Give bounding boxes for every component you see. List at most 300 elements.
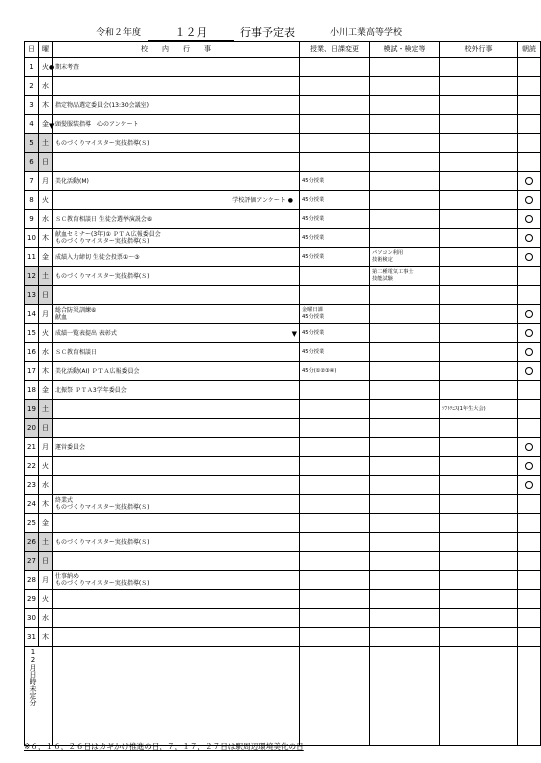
event-cell bbox=[53, 457, 300, 476]
undecided-label-cell bbox=[25, 647, 53, 746]
outside-event-cell bbox=[440, 628, 518, 647]
class-change-cell bbox=[300, 438, 370, 457]
down-arrow-icon: ▼ bbox=[49, 122, 55, 130]
exam-cell bbox=[370, 305, 440, 324]
exam-cell bbox=[370, 153, 440, 172]
table-row bbox=[25, 552, 541, 571]
day-cell bbox=[25, 172, 39, 191]
col-outside-events: 校外行事 bbox=[440, 42, 518, 58]
table-row bbox=[25, 305, 541, 324]
day-cell bbox=[25, 495, 39, 514]
morning-reading-cell bbox=[518, 400, 541, 419]
exam-cell bbox=[370, 438, 440, 457]
outside-event-cell bbox=[440, 172, 518, 191]
day-number: 26 bbox=[27, 537, 36, 546]
event-cell bbox=[53, 533, 300, 552]
outside-event-cell bbox=[440, 153, 518, 172]
col-morning-reading: 朝読 bbox=[518, 42, 541, 58]
day-cell bbox=[25, 191, 39, 210]
event-text: 終業式 bbox=[55, 497, 74, 504]
class-change-cell bbox=[300, 191, 370, 210]
class-change-cell bbox=[300, 571, 370, 590]
outside-event-cell bbox=[440, 362, 518, 381]
event-text: 総合防災訓練⑥ bbox=[55, 307, 97, 314]
day-cell bbox=[25, 362, 39, 381]
dow-cell bbox=[39, 153, 53, 172]
dow-cell bbox=[39, 628, 53, 647]
table-row bbox=[25, 58, 541, 77]
class-change-cell bbox=[300, 248, 370, 267]
exam-cell bbox=[370, 362, 440, 381]
event-cell bbox=[53, 172, 300, 191]
class-change-text: 45分授業 bbox=[302, 253, 325, 260]
outside-event-text: ｿﾌﾄﾃﾆｽ(1年生大会) bbox=[442, 405, 486, 412]
class-change-text: 金曜日課 bbox=[302, 307, 323, 313]
outside-event-cell bbox=[440, 343, 518, 362]
day-number: 25 bbox=[27, 518, 36, 527]
day-cell bbox=[25, 628, 39, 647]
day-of-week: 月 bbox=[42, 575, 49, 584]
table-row bbox=[25, 343, 541, 362]
outside-event-cell bbox=[440, 267, 518, 286]
table-row bbox=[25, 134, 541, 153]
footnote: ※６，１６，２６日はカギかけ推進の日，７，１７，２７日は駅周辺環境美化の日 bbox=[24, 742, 304, 751]
day-of-week: 水 bbox=[42, 480, 49, 489]
dow-cell bbox=[39, 476, 53, 495]
exam-cell bbox=[370, 590, 440, 609]
outside-event-cell bbox=[440, 115, 518, 134]
day-number: 21 bbox=[27, 442, 36, 451]
day-number: 4 bbox=[29, 119, 34, 128]
event-cell bbox=[53, 191, 300, 210]
event-text-2: ものづくりマイスター実技指導(Ｓ) bbox=[55, 238, 150, 245]
class-change-cell bbox=[300, 476, 370, 495]
exam-text-2: 技能試験 bbox=[372, 276, 393, 282]
day-of-week: 日 bbox=[42, 423, 49, 432]
dow-cell bbox=[39, 438, 53, 457]
event-cell bbox=[53, 609, 300, 628]
day-of-week: 日 bbox=[42, 157, 49, 166]
day-cell bbox=[25, 77, 39, 96]
class-change-cell bbox=[300, 590, 370, 609]
undecided-row bbox=[25, 647, 541, 746]
exam-cell bbox=[370, 514, 440, 533]
class-change-cell bbox=[300, 229, 370, 248]
event-text-2: ものづくりマイスター実技指導(Ｓ) bbox=[55, 504, 150, 511]
class-change-text: 45分授業 bbox=[302, 196, 325, 203]
outside-event-cell bbox=[440, 305, 518, 324]
outside-event-cell bbox=[440, 495, 518, 514]
event-cell bbox=[53, 438, 300, 457]
circle-mark-icon bbox=[525, 462, 533, 470]
event-cell bbox=[53, 305, 300, 324]
bullet-icon: ● bbox=[285, 196, 293, 204]
day-of-week: 土 bbox=[42, 404, 49, 413]
circle-mark-icon bbox=[525, 329, 533, 337]
exam-cell bbox=[370, 552, 440, 571]
dow-cell bbox=[39, 552, 53, 571]
day-number: 11 bbox=[27, 252, 36, 261]
undecided-class-change bbox=[300, 647, 370, 746]
event-cell bbox=[53, 495, 300, 514]
event-cell bbox=[53, 362, 300, 381]
dow-cell bbox=[39, 229, 53, 248]
table-row bbox=[25, 153, 541, 172]
outside-event-cell bbox=[440, 514, 518, 533]
table-row bbox=[25, 457, 541, 476]
outside-event-cell bbox=[440, 571, 518, 590]
dow-cell bbox=[39, 419, 53, 438]
event-cell bbox=[53, 248, 300, 267]
day-of-week: 月 bbox=[42, 442, 49, 451]
day-of-week: 月 bbox=[42, 176, 49, 185]
outside-event-cell bbox=[440, 381, 518, 400]
dow-cell bbox=[39, 96, 53, 115]
dow-cell bbox=[39, 514, 53, 533]
event-cell bbox=[53, 267, 300, 286]
day-of-week: 金 bbox=[42, 252, 49, 261]
morning-reading-cell bbox=[518, 457, 541, 476]
day-number: 30 bbox=[27, 613, 36, 622]
class-change-cell bbox=[300, 210, 370, 229]
table-row bbox=[25, 609, 541, 628]
dow-cell bbox=[39, 457, 53, 476]
undecided-morning bbox=[518, 647, 541, 746]
day-of-week: 木 bbox=[42, 366, 49, 375]
day-of-week: 金 bbox=[42, 518, 49, 527]
day-of-week: 土 bbox=[42, 271, 49, 280]
circle-mark-icon bbox=[525, 253, 533, 261]
day-of-week: 土 bbox=[42, 138, 49, 147]
morning-reading-cell bbox=[518, 153, 541, 172]
dow-cell bbox=[39, 77, 53, 96]
event-right-wrap bbox=[55, 197, 297, 204]
event-text-2: ものづくりマイスター実技指導(Ｓ) bbox=[55, 580, 150, 587]
circle-mark-icon bbox=[525, 348, 533, 356]
morning-reading-cell bbox=[518, 77, 541, 96]
morning-reading-cell bbox=[518, 552, 541, 571]
class-change-cell bbox=[300, 305, 370, 324]
day-cell bbox=[25, 609, 39, 628]
event-cell bbox=[49, 58, 300, 77]
day-cell bbox=[25, 400, 39, 419]
dow-cell bbox=[39, 381, 53, 400]
class-change-cell bbox=[300, 343, 370, 362]
outside-event-cell bbox=[440, 96, 518, 115]
event-cell bbox=[53, 400, 300, 419]
dow-cell bbox=[39, 495, 53, 514]
class-change-cell bbox=[300, 419, 370, 438]
class-change-cell bbox=[300, 58, 370, 77]
day-cell bbox=[25, 96, 39, 115]
class-change-cell bbox=[300, 362, 370, 381]
exam-cell bbox=[370, 115, 440, 134]
dow-cell bbox=[39, 248, 53, 267]
table-row bbox=[25, 172, 541, 191]
day-number: 10 bbox=[27, 233, 36, 242]
day-number: 28 bbox=[27, 575, 36, 584]
event-text: ものづくりマイスター実技指導(Ｓ) bbox=[55, 272, 150, 280]
day-cell bbox=[25, 286, 39, 305]
event-cell bbox=[49, 115, 300, 134]
morning-reading-cell bbox=[518, 476, 541, 495]
day-of-week: 日 bbox=[42, 290, 49, 299]
event-cell bbox=[53, 476, 300, 495]
circle-mark-icon bbox=[525, 196, 533, 204]
class-change-cell bbox=[300, 552, 370, 571]
day-cell bbox=[25, 229, 39, 248]
event-text: 成績入力締切 生徒会投票①～③ bbox=[55, 253, 140, 261]
day-of-week: 日 bbox=[42, 556, 49, 565]
class-change-cell bbox=[300, 267, 370, 286]
morning-reading-cell bbox=[518, 362, 541, 381]
day-cell bbox=[25, 324, 39, 343]
morning-reading-cell bbox=[518, 134, 541, 153]
outside-event-cell bbox=[440, 552, 518, 571]
class-change-text: 45分授業 bbox=[302, 177, 325, 184]
outside-event-cell bbox=[440, 286, 518, 305]
morning-reading-cell bbox=[518, 324, 541, 343]
class-change-cell bbox=[300, 77, 370, 96]
day-cell bbox=[25, 514, 39, 533]
dow-cell bbox=[39, 343, 53, 362]
day-number: 1 bbox=[29, 62, 34, 71]
event-text: 美化活動(AI) ＰＴＡ広報委員会 bbox=[55, 367, 140, 375]
day-of-week: 土 bbox=[42, 537, 49, 546]
table-row bbox=[25, 533, 541, 552]
day-cell bbox=[25, 438, 39, 457]
class-change-cell bbox=[300, 96, 370, 115]
day-cell bbox=[25, 134, 39, 153]
event-cell bbox=[53, 552, 300, 571]
day-cell bbox=[25, 115, 39, 134]
exam-text: 第二種電気工事士 bbox=[372, 269, 414, 275]
exam-cell bbox=[370, 210, 440, 229]
event-cell bbox=[53, 590, 300, 609]
event-text: 美化活動(M) bbox=[55, 177, 89, 185]
col-day: 日 bbox=[25, 42, 39, 58]
morning-reading-cell bbox=[518, 58, 541, 77]
day-cell bbox=[25, 419, 39, 438]
month-label: １２月 bbox=[148, 26, 234, 41]
event-cell bbox=[53, 134, 300, 153]
col-exams: 模試・検定等 bbox=[370, 42, 440, 58]
bullet-icon: ● bbox=[49, 64, 55, 71]
undecided-outside bbox=[440, 647, 518, 746]
day-cell bbox=[25, 153, 39, 172]
day-of-week: 木 bbox=[42, 100, 49, 109]
day-number: 13 bbox=[27, 290, 36, 299]
table-row bbox=[25, 267, 541, 286]
event-text: 運営委員会 bbox=[55, 443, 86, 451]
event-text: ものづくりマイスター実技指導(Ｓ) bbox=[55, 139, 150, 147]
morning-reading-cell bbox=[518, 343, 541, 362]
table-row bbox=[25, 77, 541, 96]
day-number: 16 bbox=[27, 347, 36, 356]
day-number: 15 bbox=[27, 328, 36, 337]
class-change-cell bbox=[300, 609, 370, 628]
day-number: 29 bbox=[27, 594, 36, 603]
day-of-week: 水 bbox=[42, 613, 49, 622]
morning-reading-cell bbox=[518, 419, 541, 438]
day-of-week: 火 bbox=[42, 328, 49, 337]
day-number: 18 bbox=[27, 385, 36, 394]
table-row bbox=[25, 324, 541, 343]
day-number: 8 bbox=[29, 195, 34, 204]
outside-event-cell bbox=[440, 476, 518, 495]
day-cell bbox=[25, 590, 39, 609]
event-text: 指定物品選定委員会(13:30会議室) bbox=[55, 101, 149, 109]
morning-reading-cell bbox=[518, 172, 541, 191]
class-change-cell bbox=[300, 286, 370, 305]
fiscal-year: 令和２年度 bbox=[96, 28, 142, 38]
morning-reading-cell bbox=[518, 438, 541, 457]
school-name: 小川工業高等学校 bbox=[330, 28, 403, 38]
event-cell bbox=[53, 153, 300, 172]
outside-event-cell bbox=[440, 400, 518, 419]
exam-cell bbox=[370, 495, 440, 514]
day-number: 19 bbox=[27, 404, 36, 413]
event-cell bbox=[53, 419, 300, 438]
table-row bbox=[25, 210, 541, 229]
morning-reading-cell bbox=[518, 229, 541, 248]
dow-cell bbox=[39, 191, 53, 210]
day-of-week: 木 bbox=[42, 499, 49, 508]
circle-mark-icon bbox=[525, 367, 533, 375]
table-row bbox=[25, 438, 541, 457]
schedule-body bbox=[25, 58, 541, 647]
table-row bbox=[25, 419, 541, 438]
class-change-cell bbox=[300, 628, 370, 647]
dow-cell bbox=[39, 210, 53, 229]
day-cell bbox=[25, 552, 39, 571]
outside-event-cell bbox=[440, 457, 518, 476]
outside-event-cell bbox=[440, 191, 518, 210]
table-row bbox=[25, 286, 541, 305]
class-change-cell bbox=[300, 514, 370, 533]
table-row bbox=[25, 590, 541, 609]
exam-cell bbox=[370, 191, 440, 210]
morning-reading-cell bbox=[518, 210, 541, 229]
day-of-week: 水 bbox=[42, 347, 49, 356]
exam-cell bbox=[370, 96, 440, 115]
morning-reading-cell bbox=[518, 381, 541, 400]
exam-cell bbox=[370, 58, 440, 77]
day-number: 27 bbox=[27, 556, 36, 565]
event-text: 献血セミナー(3年)① ＰＴＡ広報委員会 bbox=[55, 231, 161, 238]
class-change-cell bbox=[300, 457, 370, 476]
day-cell bbox=[25, 210, 39, 229]
table-row bbox=[25, 115, 541, 134]
day-cell bbox=[25, 571, 39, 590]
day-of-week: 水 bbox=[42, 214, 49, 223]
table-row bbox=[25, 191, 541, 210]
table-row bbox=[25, 514, 541, 533]
event-cell bbox=[53, 229, 300, 248]
class-change-cell bbox=[300, 115, 370, 134]
event-cell bbox=[53, 286, 300, 305]
morning-reading-cell bbox=[518, 305, 541, 324]
exam-cell bbox=[370, 419, 440, 438]
dow-cell bbox=[39, 305, 53, 324]
outside-event-cell bbox=[440, 58, 518, 77]
exam-cell bbox=[370, 381, 440, 400]
class-change-cell bbox=[300, 172, 370, 191]
event-text-2: 献血 bbox=[55, 314, 68, 321]
event-text: 仕事納め bbox=[55, 573, 80, 580]
circle-mark-icon bbox=[525, 215, 533, 223]
header-row bbox=[25, 42, 541, 58]
event-text: 頭髪服装指導 心のアンケート bbox=[55, 120, 139, 128]
morning-reading-cell bbox=[518, 96, 541, 115]
morning-reading-cell bbox=[518, 514, 541, 533]
exam-cell bbox=[370, 571, 440, 590]
exam-cell bbox=[370, 229, 440, 248]
table-row bbox=[25, 628, 541, 647]
class-change-text: 45分授業 bbox=[302, 329, 325, 336]
exam-cell bbox=[370, 267, 440, 286]
class-change-cell bbox=[300, 533, 370, 552]
morning-reading-cell bbox=[518, 248, 541, 267]
day-cell bbox=[25, 248, 39, 267]
class-change-cell bbox=[300, 153, 370, 172]
morning-reading-cell bbox=[518, 495, 541, 514]
exam-text-2: 技術検定 bbox=[372, 257, 393, 263]
undecided-label: 12月日時未定分 bbox=[29, 648, 37, 706]
exam-cell bbox=[370, 457, 440, 476]
day-of-week: 水 bbox=[42, 81, 49, 90]
day-cell bbox=[25, 343, 39, 362]
circle-mark-icon bbox=[525, 234, 533, 242]
table-row bbox=[25, 571, 541, 590]
outside-event-cell bbox=[440, 533, 518, 552]
class-change-cell bbox=[300, 381, 370, 400]
day-number: 7 bbox=[29, 176, 34, 185]
circle-mark-icon bbox=[525, 443, 533, 451]
event-text: 北振祭 ＰＴＡ3学年委員会 bbox=[55, 386, 127, 394]
morning-reading-cell bbox=[518, 571, 541, 590]
exam-cell bbox=[370, 134, 440, 153]
event-text: ＳＣ教育相談日 生徒会選挙演説会⑥ bbox=[55, 215, 153, 223]
event-cell bbox=[53, 324, 300, 343]
event-text: 期末考査 bbox=[55, 63, 80, 71]
class-change-cell bbox=[300, 495, 370, 514]
down-arrow-icon: ▼ bbox=[291, 330, 297, 338]
event-cell bbox=[53, 343, 300, 362]
day-cell bbox=[25, 533, 39, 552]
page-title: 行事予定表 bbox=[240, 26, 295, 39]
undecided-events bbox=[53, 647, 300, 746]
outside-event-cell bbox=[440, 419, 518, 438]
day-of-week: 金 bbox=[42, 119, 49, 128]
exam-cell bbox=[370, 609, 440, 628]
day-number: 12 bbox=[27, 271, 36, 280]
dow-cell bbox=[39, 324, 53, 343]
schedule-table bbox=[24, 41, 541, 746]
class-change-text: 45分授業 bbox=[302, 348, 325, 355]
morning-reading-cell bbox=[518, 609, 541, 628]
day-of-week: 月 bbox=[42, 309, 49, 318]
outside-event-cell bbox=[440, 590, 518, 609]
day-cell bbox=[25, 476, 39, 495]
day-of-week: 木 bbox=[42, 233, 49, 242]
exam-cell bbox=[370, 324, 440, 343]
day-number: 3 bbox=[29, 100, 34, 109]
dow-cell bbox=[39, 590, 53, 609]
event-text: ものづくりマイスター実技指導(Ｓ) bbox=[55, 538, 150, 546]
outside-event-cell bbox=[440, 210, 518, 229]
event-text: 学校評価アンケート bbox=[232, 196, 286, 204]
